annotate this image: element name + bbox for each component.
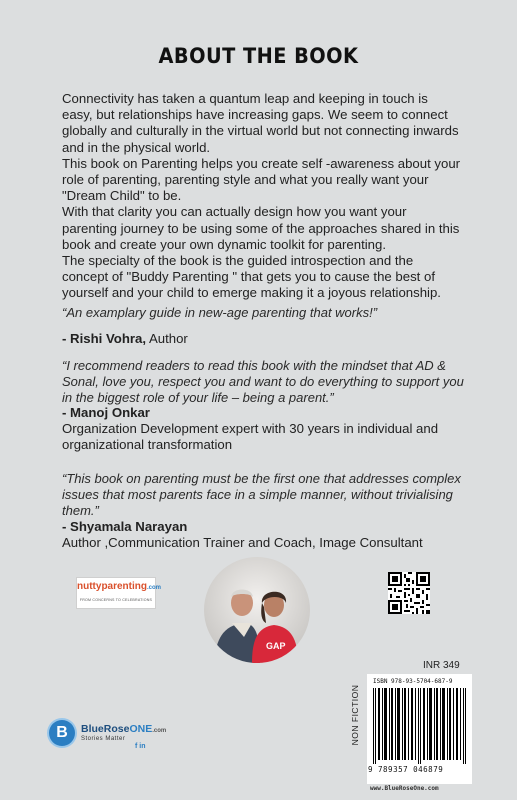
qr-code[interactable] <box>388 572 430 614</box>
author-name: - Rishi Vohra, <box>62 331 147 346</box>
testimonial-author <box>62 519 482 551</box>
author-role: Organization Development expert with 30 years in individual and organizational transformation <box>62 421 439 452</box>
publisher-url[interactable]: www.BlueRoseOne.com <box>370 785 439 792</box>
price-label: INR 349 <box>423 660 460 671</box>
logo-tagline: FROM CONCERNS TO CELEBRATIONS <box>79 598 153 602</box>
testimonial-quote: “This book on parenting must be the first one that addresses complex issues that most parents face in a simple manner, without trivialising them.” <box>62 471 461 518</box>
publisher-tagline: Stories Matter <box>81 736 126 742</box>
book-description <box>62 91 462 302</box>
social-icons: f in <box>135 743 146 750</box>
description-paragraph: This book on Parenting helps you create self -awareness about your role of parenting, parenting style and what you really want your "Dream Child" to be. <box>62 155 461 204</box>
description-paragraph: The specialty of the book is the guided introspection and the concept of "Buddy Parenting " that gets you to cause the best of yourself and your child to emerge making it a joyous relationship. <box>62 253 441 301</box>
description-paragraph: Connectivity has taken a quantum leap and keeping in touch is easy, but relationships have increasing gaps. We seem to connect globally and culturally in the virtual world but not connecting inwards and in the physical world. <box>62 91 459 155</box>
barcode-bars <box>373 688 467 764</box>
testimonial-author <box>62 331 482 347</box>
section-title: ABOUT THE BOOK <box>158 44 359 68</box>
author-role: Author <box>146 331 188 346</box>
publisher-logo <box>49 720 167 750</box>
barcode-number: 9 789357 046879 <box>368 765 444 774</box>
publisher-name: BlueRoseONE.com <box>81 723 167 735</box>
testimonial-quote: “I recommend readers to read this book with the mindset that AD & Sonal, love you, respect you and want to do everything to support you in the biggest role of your life – being a parent.” <box>62 358 464 405</box>
isbn-text: ISBN 978-93-5704-687-9 <box>373 678 453 685</box>
description-paragraph: With that clarity you can actually design how you want your parenting journey to be using some of the approaches shared in this book and create your own dynamic toolkit for parenting. <box>62 204 460 252</box>
testimonial-quote: “An examplary guide in new-age parenting that works!” <box>62 305 378 320</box>
bluerose-b-icon: B <box>49 720 75 746</box>
author-role: Author ,Communication Trainer and Coach, Image Consultant <box>62 535 423 550</box>
author-name: - Manoj Onkar <box>62 405 150 420</box>
author-name: - Shyamala Narayan <box>62 519 188 534</box>
svg-text:GAP: GAP <box>266 641 286 651</box>
authors-photo <box>204 557 310 663</box>
logo-name: nuttyparenting <box>77 581 147 592</box>
genre-label: NON FICTION <box>350 684 360 746</box>
logo-suffix: .com <box>147 585 162 591</box>
testimonial-author <box>62 405 482 453</box>
nuttyparenting-logo <box>76 577 162 609</box>
